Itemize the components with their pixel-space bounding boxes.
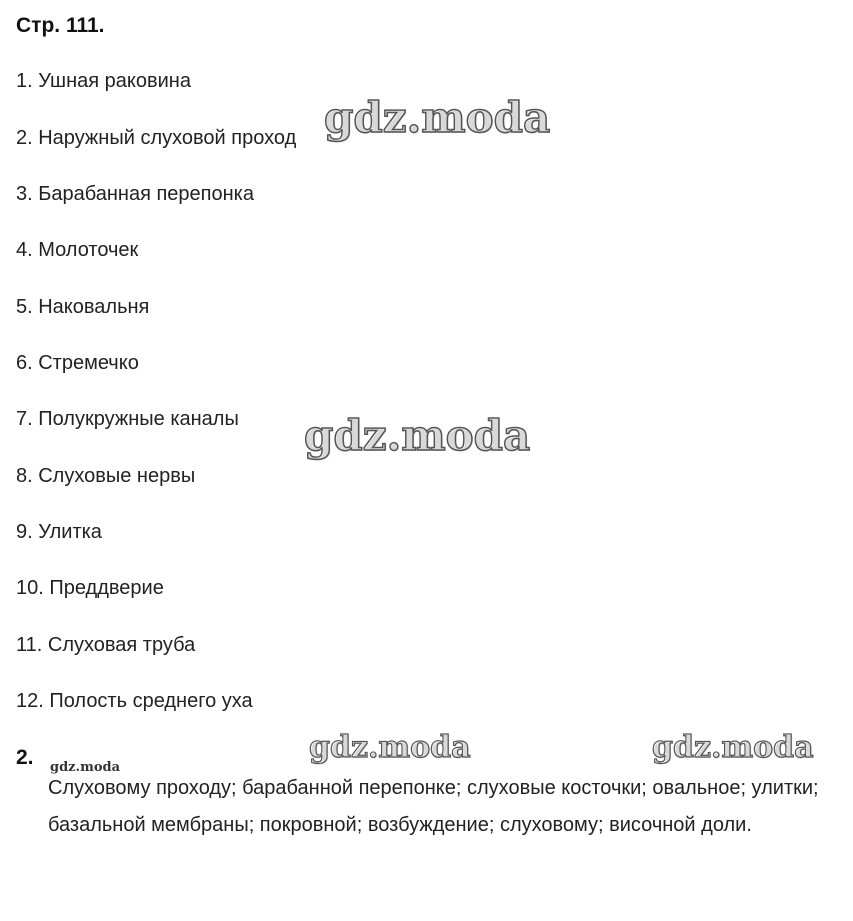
list-item: 9. Улитка bbox=[16, 521, 102, 543]
page-title: Стр. 111. bbox=[16, 14, 105, 37]
list-item: 11. Слуховая труба bbox=[16, 634, 196, 656]
list-item: 4. Молоточек bbox=[16, 239, 139, 261]
list-item: 6. Стремечко bbox=[16, 352, 139, 374]
watermark: gdz.moda bbox=[50, 760, 121, 775]
watermark: gdz.moda bbox=[324, 93, 551, 142]
list-item: 7. Полукружные каналы bbox=[16, 408, 239, 430]
task-number: 2. bbox=[16, 746, 34, 769]
list-item: 10. Преддверие bbox=[16, 577, 164, 599]
list-item: 12. Полость среднего уха bbox=[16, 690, 253, 712]
list-item: 5. Наковальня bbox=[16, 296, 150, 318]
watermark: gdz.moda bbox=[652, 730, 814, 765]
list-item: 1. Ушная раковина bbox=[16, 70, 191, 92]
watermark: gdz.moda bbox=[309, 730, 471, 765]
list-item: 3. Барабанная перепонка bbox=[16, 183, 254, 205]
answer-text: Слуховому проходу; барабанной перепонке; слуховые косточки; овальное; улитки; базальной мембраны; покровной; возбуждение; слуховому; височной доли. bbox=[48, 777, 819, 836]
list-item: 8. Слуховые нервы bbox=[16, 465, 196, 487]
list-item: 2. Наружный слуховой проход bbox=[16, 127, 297, 149]
watermark: gdz.moda bbox=[304, 411, 531, 460]
